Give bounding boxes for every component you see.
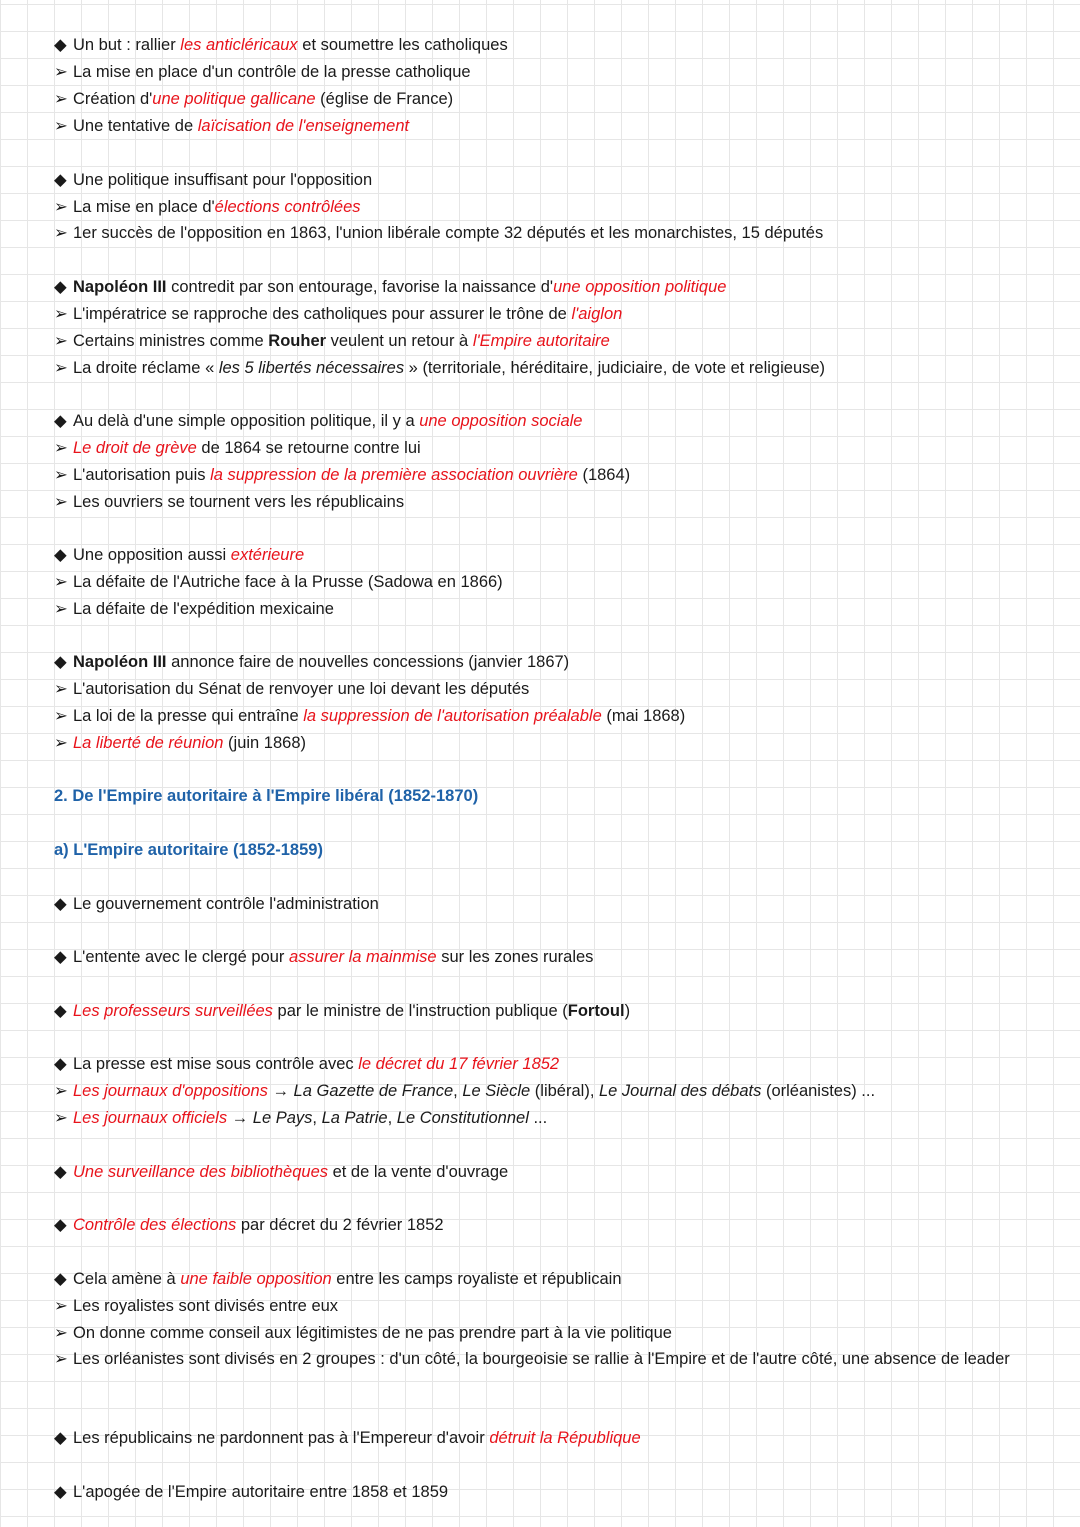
note-line	[54, 1346, 1034, 1373]
text-segment: et de la vente d'ouvrage	[328, 1163, 509, 1181]
italic-title: Le Journal des débats	[598, 1082, 762, 1100]
note-line	[54, 462, 1034, 489]
arrow-bullet-icon: ➢	[54, 439, 68, 457]
highlighted-term: une opposition politique	[553, 278, 727, 296]
note-line	[54, 1479, 1034, 1506]
italic-title: Le Constitutionnel	[396, 1109, 529, 1127]
note-line	[54, 569, 1034, 596]
text-segment: L'impératrice se rapproche des catholiques pour assurer le trône de	[73, 305, 572, 323]
note-line	[54, 676, 1034, 703]
italic-title: les 5 libertés nécessaires	[218, 359, 405, 377]
highlighted-term: assurer la mainmise	[288, 948, 437, 966]
diamond-bullet-icon: ◆	[54, 1270, 67, 1288]
highlighted-term: Le droit de grève	[73, 439, 197, 457]
text-segment: sur les zones rurales	[436, 948, 594, 966]
text-segment: Création d'	[73, 90, 153, 108]
text-segment: L'autorisation du Sénat de renvoyer une loi devant les députés	[73, 680, 530, 698]
section-heading	[54, 837, 1034, 864]
diamond-bullet-icon: ◆	[54, 546, 67, 564]
text-segment: Un but : rallier	[73, 36, 181, 54]
italic-title: Le Pays	[252, 1109, 313, 1127]
highlighted-term: Les professeurs surveillées	[73, 1002, 273, 1020]
text-segment: La défaite de l'Autriche face à la Prusse (Sadowa en 1866)	[73, 573, 503, 591]
highlighted-term: extérieure	[230, 546, 305, 564]
text-segment: par le ministre de l'instruction publique (	[272, 1002, 568, 1020]
note-line	[54, 301, 1034, 328]
arrow-bullet-icon: ➢	[54, 1082, 68, 1100]
arrow-bullet-icon: ➢	[54, 680, 68, 698]
diamond-bullet-icon: ◆	[54, 1055, 67, 1073]
arrow-bullet-icon: ➢	[54, 359, 68, 377]
note-line	[54, 998, 1034, 1025]
text-segment: ,	[453, 1082, 463, 1100]
note-line	[54, 167, 1034, 194]
note-line	[54, 1078, 1034, 1105]
bold-name: Fortoul	[567, 1002, 625, 1020]
highlighted-term: élections contrôlées	[214, 198, 361, 216]
text-segment: On donne comme conseil aux légitimistes de ne pas prendre part à la vie politique	[73, 1324, 672, 1342]
note-line	[54, 891, 1034, 918]
text-segment: ...	[528, 1109, 548, 1127]
note-line	[54, 59, 1034, 86]
text-segment: La droite réclame «	[73, 359, 219, 377]
highlighted-term: le décret du 17 février 1852	[358, 1055, 560, 1073]
text-segment: →	[227, 1109, 253, 1127]
text-segment: (église de France)	[315, 90, 454, 108]
note-line	[54, 489, 1034, 516]
text-segment: Cela amène à	[73, 1270, 181, 1288]
text-segment: ,	[312, 1109, 322, 1127]
diamond-bullet-icon: ◆	[54, 412, 67, 430]
diamond-bullet-icon: ◆	[54, 1163, 67, 1181]
note-line	[54, 542, 1034, 569]
bold-name: Napoléon III	[73, 278, 167, 296]
note-line	[54, 944, 1034, 971]
text-segment: La presse est mise sous contrôle avec	[73, 1055, 359, 1073]
highlighted-term: une opposition sociale	[419, 412, 583, 430]
arrow-bullet-icon: ➢	[54, 1109, 68, 1127]
note-line	[54, 703, 1034, 730]
text-segment: L'entente avec le clergé pour	[73, 948, 289, 966]
arrow-bullet-icon: ➢	[54, 90, 68, 108]
note-line	[54, 408, 1034, 435]
text-segment: 1er succès de l'opposition en 1863, l'union libérale compte 32 députés et les monarchistes, 15 députés	[73, 224, 824, 242]
diamond-bullet-icon: ◆	[54, 1483, 67, 1501]
diamond-bullet-icon: ◆	[54, 948, 67, 966]
highlighted-term: Une surveillance des bibliothèques	[73, 1163, 328, 1181]
italic-title: La Patrie	[321, 1109, 388, 1127]
highlighted-term: laïcisation de l'enseignement	[197, 117, 410, 135]
text-segment: Les royalistes sont divisés entre eux	[73, 1297, 339, 1315]
diamond-bullet-icon: ◆	[54, 36, 67, 54]
text-segment: entre les camps royaliste et républicain	[331, 1270, 622, 1288]
text-segment: (juin 1868)	[223, 734, 307, 752]
highlighted-term: Les journaux d'oppositions	[73, 1082, 268, 1100]
note-line	[54, 1320, 1034, 1347]
arrow-bullet-icon: ➢	[54, 600, 68, 618]
arrow-bullet-icon: ➢	[54, 63, 68, 81]
text-segment: par décret du 2 février 1852	[236, 1216, 444, 1234]
arrow-bullet-icon: ➢	[54, 198, 68, 216]
arrow-bullet-icon: ➢	[54, 305, 68, 323]
arrow-bullet-icon: ➢	[54, 466, 68, 484]
text-segment: L'apogée de l'Empire autoritaire entre 1858 et 1859	[73, 1483, 449, 1501]
text-segment: Au delà d'une simple opposition politique, il y a	[73, 412, 420, 430]
text-segment: L'autorisation puis	[73, 466, 211, 484]
note-line	[54, 1051, 1034, 1078]
text-segment: (1864)	[577, 466, 631, 484]
text-segment: a) L'Empire autoritaire (1852-1859)	[54, 841, 323, 859]
note-line	[54, 1159, 1034, 1186]
diamond-bullet-icon: ◆	[54, 1216, 67, 1234]
arrow-bullet-icon: ➢	[54, 573, 68, 591]
highlighted-term: la suppression de la première association ouvrière	[210, 466, 578, 484]
highlighted-term: une faible opposition	[180, 1270, 332, 1288]
arrow-bullet-icon: ➢	[54, 332, 68, 350]
note-line	[54, 355, 1034, 382]
text-segment: La mise en place d'un contrôle de la presse catholique	[73, 63, 471, 81]
text-segment: Une opposition aussi	[73, 546, 231, 564]
note-line	[54, 730, 1034, 757]
note-line	[54, 113, 1034, 140]
text-segment: contredit par son entourage, favorise la naissance d'	[166, 278, 554, 296]
note-line	[54, 32, 1034, 59]
highlighted-term: les anticléricaux	[180, 36, 298, 54]
note-line	[54, 1212, 1034, 1239]
text-segment: » (territoriale, héréditaire, judiciaire, de vote et religieuse)	[404, 359, 826, 377]
text-segment: )	[624, 1002, 631, 1020]
arrow-bullet-icon: ➢	[54, 1297, 68, 1315]
note-line	[54, 86, 1034, 113]
text-segment: (orléanistes) ...	[761, 1082, 876, 1100]
arrow-bullet-icon: ➢	[54, 493, 68, 511]
text-segment: annonce faire de nouvelles concessions (janvier 1867)	[166, 653, 570, 671]
diamond-bullet-icon: ◆	[54, 895, 67, 913]
note-line	[54, 1425, 1034, 1452]
text-segment: Les orléanistes sont divisés en 2 groupes : d'un côté, la bourgeoisie se rallie à l'Empire et de l'autre côté, une absence de leader	[73, 1350, 1010, 1368]
italic-title: Le Siècle	[462, 1082, 531, 1100]
section-heading	[54, 783, 1034, 810]
text-segment: La mise en place d'	[73, 198, 215, 216]
highlighted-term: l'aiglon	[571, 305, 623, 323]
italic-title: La Gazette de France	[293, 1082, 454, 1100]
arrow-bullet-icon: ➢	[54, 224, 68, 242]
note-line	[54, 1105, 1034, 1132]
arrow-bullet-icon: ➢	[54, 117, 68, 135]
text-segment: veulent un retour à	[326, 332, 473, 350]
bold-name: Napoléon III	[73, 653, 167, 671]
text-segment: Le gouvernement contrôle l'administration	[73, 895, 379, 913]
text-segment: →	[267, 1082, 294, 1100]
text-segment: Une politique insuffisant pour l'opposition	[73, 171, 373, 189]
text-segment: (libéral),	[530, 1082, 599, 1100]
bold-name: Rouher	[268, 332, 327, 350]
arrow-bullet-icon: ➢	[54, 707, 68, 725]
text-segment: 2. De l'Empire autoritaire à l'Empire libéral (1852-1870)	[54, 787, 479, 805]
note-line	[54, 220, 1034, 247]
highlighted-term: la suppression de l'autorisation préalable	[303, 707, 602, 725]
diamond-bullet-icon: ◆	[54, 278, 67, 296]
highlighted-term: Contrôle des élections	[73, 1216, 237, 1234]
note-line	[54, 649, 1034, 676]
diamond-bullet-icon: ◆	[54, 653, 67, 671]
text-segment: La loi de la presse qui entraîne	[73, 707, 304, 725]
arrow-bullet-icon: ➢	[54, 734, 68, 752]
note-line	[54, 596, 1034, 623]
note-line	[54, 1293, 1034, 1320]
arrow-bullet-icon: ➢	[54, 1350, 68, 1368]
text-segment: Certains ministres comme	[73, 332, 269, 350]
text-segment: ,	[387, 1109, 397, 1127]
highlighted-term: l'Empire autoritaire	[472, 332, 610, 350]
text-segment: Les ouvriers se tournent vers les républicains	[73, 493, 405, 511]
diamond-bullet-icon: ◆	[54, 1429, 67, 1447]
diamond-bullet-icon: ◆	[54, 1002, 67, 1020]
diamond-bullet-icon: ◆	[54, 171, 67, 189]
note-line	[54, 194, 1034, 221]
arrow-bullet-icon: ➢	[54, 1324, 68, 1342]
text-segment: Une tentative de	[73, 117, 198, 135]
note-line	[54, 435, 1034, 462]
highlighted-term: La liberté de réunion	[73, 734, 224, 752]
highlighted-term: une politique gallicane	[152, 90, 316, 108]
note-line	[54, 328, 1034, 355]
highlighted-term: Les journaux officiels	[73, 1109, 228, 1127]
text-segment: Les républicains ne pardonnent pas à l'Empereur d'avoir	[73, 1429, 490, 1447]
highlighted-term: détruit la République	[489, 1429, 641, 1447]
text-segment: La défaite de l'expédition mexicaine	[73, 600, 334, 618]
note-line	[54, 1266, 1034, 1293]
text-segment: et soumettre les catholiques	[297, 36, 508, 54]
text-segment: (mai 1868)	[601, 707, 686, 725]
text-segment: de 1864 se retourne contre lui	[196, 439, 421, 457]
note-line	[54, 274, 1034, 301]
